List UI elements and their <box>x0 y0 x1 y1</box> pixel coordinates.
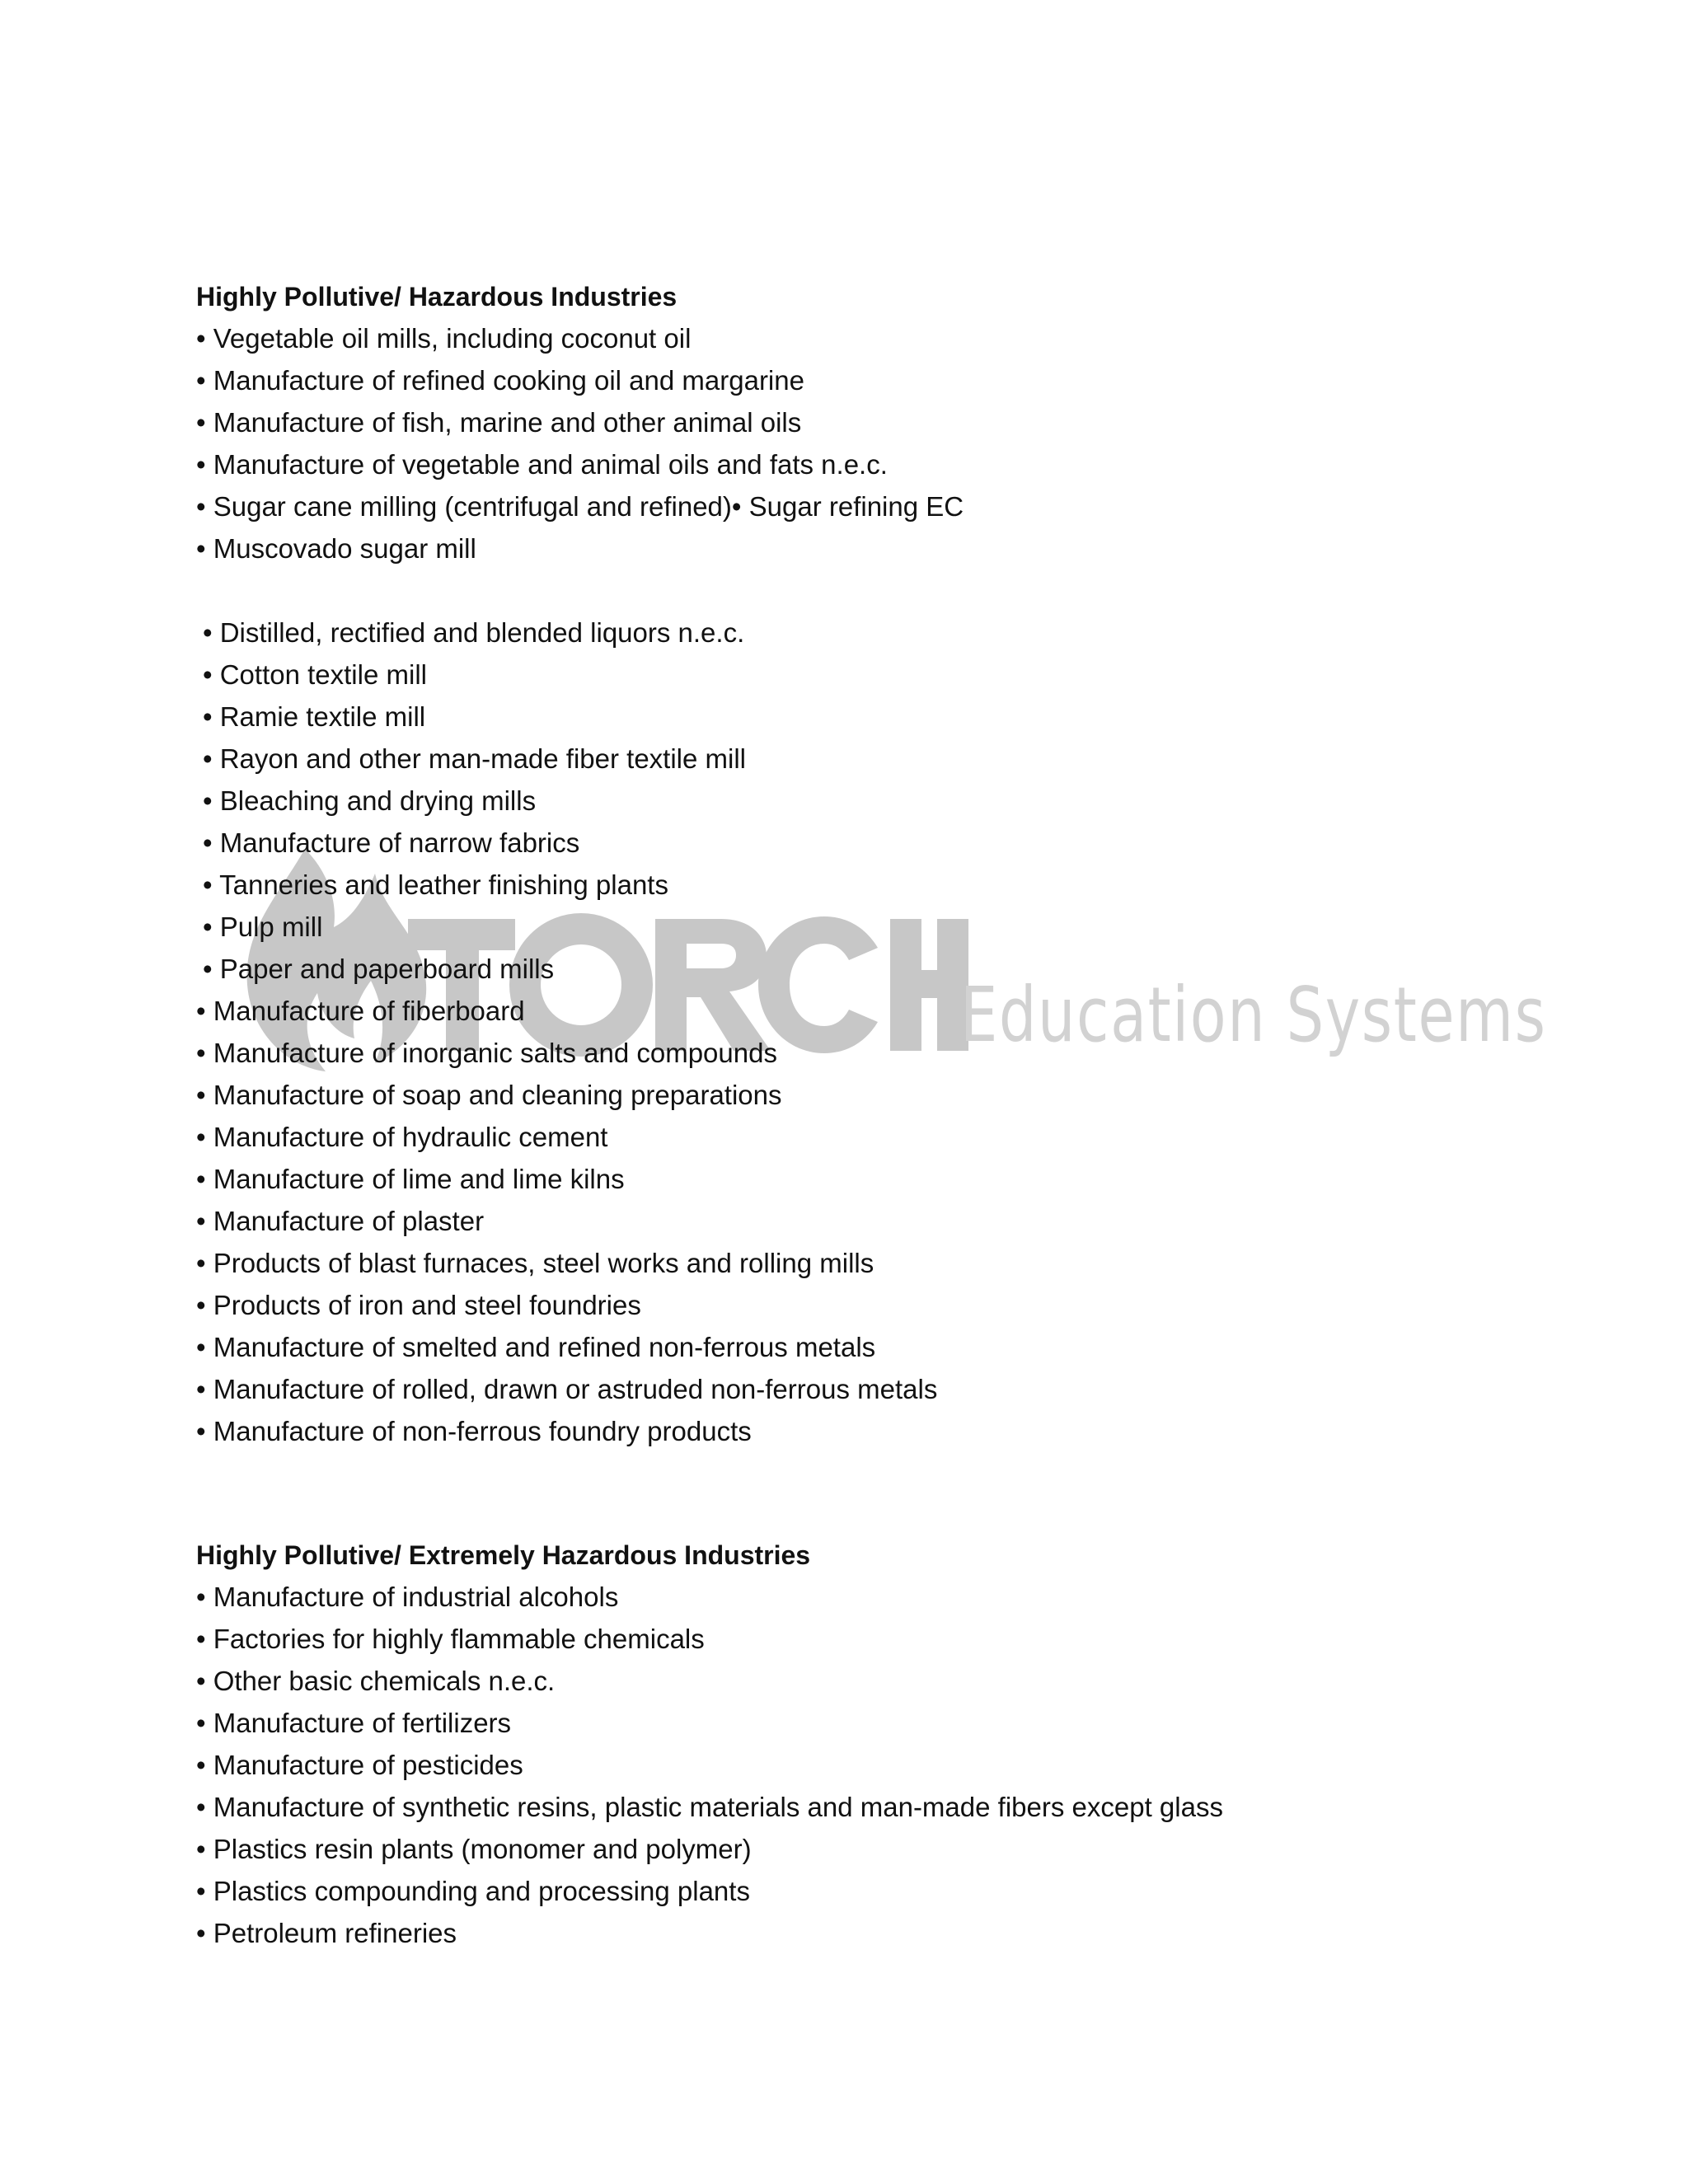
list-item: • Manufacture of synthetic resins, plastic materials and man-made fibers except glass <box>196 1792 1223 1822</box>
list-item: • Petroleum refineries <box>196 1918 457 1948</box>
list-item: • Factories for highly flammable chemicals <box>196 1624 705 1654</box>
list-item: • Manufacture of industrial alcohols <box>196 1582 619 1612</box>
watermark-tagline: Education Systems <box>960 971 1547 1059</box>
list-item: • Manufacture of narrow fabrics <box>203 827 580 858</box>
industry-list <box>196 317 1597 569</box>
list-item: • Manufacture of fiberboard <box>196 996 525 1026</box>
list-item: • Manufacture of pesticides <box>196 1750 523 1780</box>
list-item: • Manufacture of fertilizers <box>196 1708 512 1738</box>
list-item: • Manufacture of inorganic salts and compounds <box>196 1038 777 1068</box>
list-item: • Plastics resin plants (monomer and polymer) <box>196 1834 752 1864</box>
list-item: • Bleaching and drying mills <box>203 785 537 816</box>
list-item: • Muscovado sugar mill <box>196 533 476 564</box>
list-item: • Distilled, rectified and blended liquors n.e.c. <box>203 617 745 648</box>
list-item: • Manufacture of non-ferrous foundry products <box>196 1416 752 1446</box>
list-item: • Tanneries and leather finishing plants <box>203 869 668 900</box>
list-item: • Products of blast furnaces, steel works and rolling mills <box>196 1248 874 1278</box>
industry-list-indented <box>196 612 1597 990</box>
list-item: • Manufacture of vegetable and animal oils and fats n.e.c. <box>196 449 888 480</box>
industry-list <box>196 990 1597 1452</box>
list-item: • Manufacture of hydraulic cement <box>196 1122 608 1152</box>
section-heading: Highly Pollutive/ Extremely Hazardous Industries <box>196 1540 811 1570</box>
section-hazardous-industries-continued <box>196 612 1597 1452</box>
list-item: • Products of iron and steel foundries <box>196 1290 641 1320</box>
list-item: • Ramie textile mill <box>203 701 426 732</box>
list-item: • Manufacture of plaster <box>196 1206 485 1236</box>
list-item: • Paper and paperboard mills <box>203 954 555 984</box>
section-extremely-hazardous-industries <box>196 1535 1597 1954</box>
list-item: • Vegetable oil mills, including coconut oil <box>196 323 692 354</box>
section-hazardous-industries <box>196 276 1597 569</box>
list-item: • Cotton textile mill <box>203 659 427 690</box>
list-item: • Other basic chemicals n.e.c. <box>196 1666 556 1696</box>
list-item: • Plastics compounding and processing plants <box>196 1876 750 1906</box>
list-item: • Manufacture of lime and lime kilns <box>196 1164 625 1194</box>
list-item: • Sugar cane milling (centrifugal and refined)• Sugar refining EC <box>196 491 964 522</box>
list-item: • Manufacture of soap and cleaning preparations <box>196 1080 782 1110</box>
list-item: • Manufacture of rolled, drawn or astruded non-ferrous metals <box>196 1374 938 1404</box>
list-item: • Rayon and other man-made fiber textile mill <box>203 743 747 774</box>
list-item: • Manufacture of smelted and refined non-ferrous metals <box>196 1332 876 1362</box>
list-item: • Pulp mill <box>203 912 323 942</box>
industry-list <box>196 1576 1597 1954</box>
section-heading: Highly Pollutive/ Hazardous Industries <box>196 282 678 312</box>
list-item: • Manufacture of refined cooking oil and margarine <box>196 365 804 396</box>
list-item: • Manufacture of fish, marine and other animal oils <box>196 407 802 438</box>
